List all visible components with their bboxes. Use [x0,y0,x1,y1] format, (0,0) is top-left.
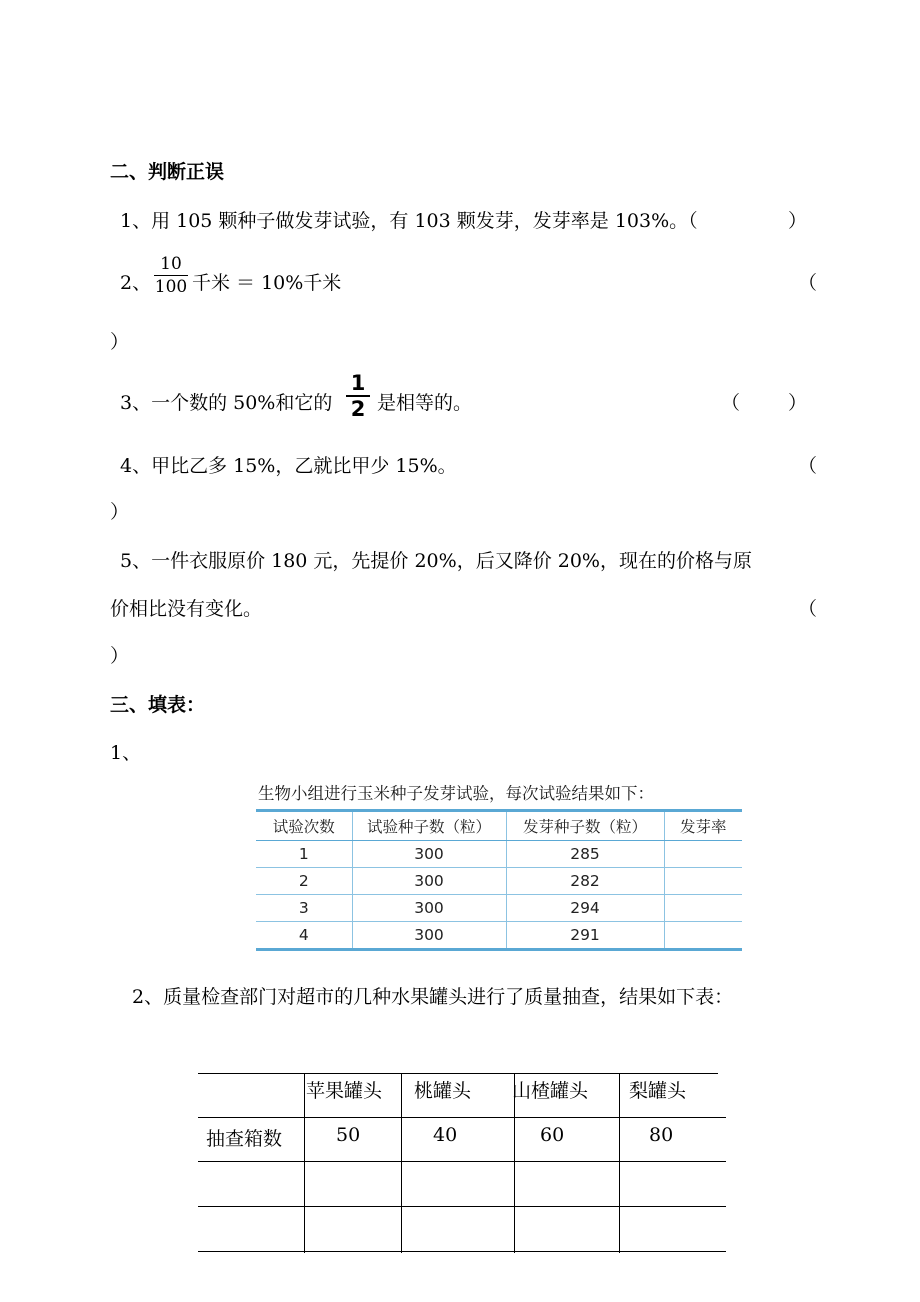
table-row [256,895,742,922]
question-4-open-paren: （ [798,455,818,477]
question-4-text: 4、甲比乙多 15%，乙就比甲少 15%。 [120,455,457,477]
question-5-open-paren: （ [798,598,818,620]
table-header-row [256,811,742,841]
table-header-cell: 桃罐头 [414,1080,472,1102]
table-column-rule [304,1073,305,1253]
section2-heading: 二、判断正误 [110,161,225,183]
question-5-line2: 价相比没有变化。 [110,598,263,620]
item-1-label: 1、 [110,742,142,764]
table-cell: 4 [256,922,352,950]
table-cell: 80 [649,1124,674,1146]
table-column-rule [619,1073,620,1253]
table-cell: 285 [506,841,664,868]
table-rule [198,1161,726,1162]
table-cell: 2 [256,868,352,895]
table-cell: 50 [336,1124,361,1146]
question-3-text-before: 3、一个数的 50%和它的 [120,392,333,414]
table-header-cell: 发芽种子数（粒） [506,811,664,841]
table-cell-blank [664,895,742,922]
question-2-close-paren: ） [110,331,130,353]
table-cell-blank [664,868,742,895]
table-row-label: 抽查箱数 [206,1128,283,1150]
question-1-text: 1、用 105 颗种子做发芽试验，有 103 颗发芽，发芽率是 103%。（ [120,210,698,232]
item-2-text: 2、质量检查部门对超市的几种水果罐头进行了质量抽查，结果如下表： [132,986,734,1008]
table-row [256,841,742,868]
section3-heading: 三、填表： [110,694,206,716]
question-2-open-paren: （ [798,272,818,294]
table-cell: 282 [506,868,664,895]
table-header-cell: 苹果罐头 [306,1080,383,1102]
table-row [256,868,742,895]
table-rule [198,1206,726,1207]
table-rule [198,1117,726,1118]
fraction-denominator: 2 [350,397,366,421]
table-cell-blank [664,922,742,950]
table-header-cell: 试验次数 [256,811,352,841]
table-cell: 3 [256,895,352,922]
table-cell-blank [664,841,742,868]
table-header-cell: 山楂罐头 [512,1080,589,1102]
question-3-open-paren: （ [721,392,741,414]
question-5-line1: 5、一件衣服原价 180 元，先提价 20%，后又降价 20%，现在的价格与原 [120,550,752,572]
question-1-close-paren: ） [788,210,808,232]
fraction-bar [154,275,188,276]
question-2-text: 千米 ＝ 10%千米 [192,272,342,294]
question-5-close-paren: ） [110,645,130,667]
fraction-denominator: 100 [154,277,188,297]
question-3-fraction [346,372,370,420]
question-3-text-after: 是相等的。 [377,392,473,414]
table-cell: 300 [352,841,506,868]
question-2-number: 2、 [120,272,152,294]
table-cell: 300 [352,868,506,895]
table1-title: 生物小组进行玉米种子发芽试验，每次试验结果如下： [258,784,654,803]
table-rule [198,1251,726,1252]
question-3-close-paren: ） [788,392,808,414]
fraction-numerator: 10 [160,254,182,274]
table-column-rule [401,1073,402,1253]
table-rule [198,1073,718,1074]
germination-table [256,809,742,951]
fraction-numerator: 1 [350,371,366,395]
question-4-close-paren: ） [110,501,130,523]
table-header-cell: 试验种子数（粒） [352,811,506,841]
table-cell: 1 [256,841,352,868]
table-cell: 60 [540,1124,565,1146]
table-cell: 300 [352,895,506,922]
table-header-cell: 梨罐头 [629,1080,687,1102]
canned-fruit-table [198,1073,726,1253]
table-row [256,922,742,950]
table-cell: 291 [506,922,664,950]
table-cell: 300 [352,922,506,950]
table-cell: 294 [506,895,664,922]
question-2-fraction [154,254,188,297]
table-header-cell: 发芽率 [664,811,742,841]
table-cell: 40 [433,1124,458,1146]
